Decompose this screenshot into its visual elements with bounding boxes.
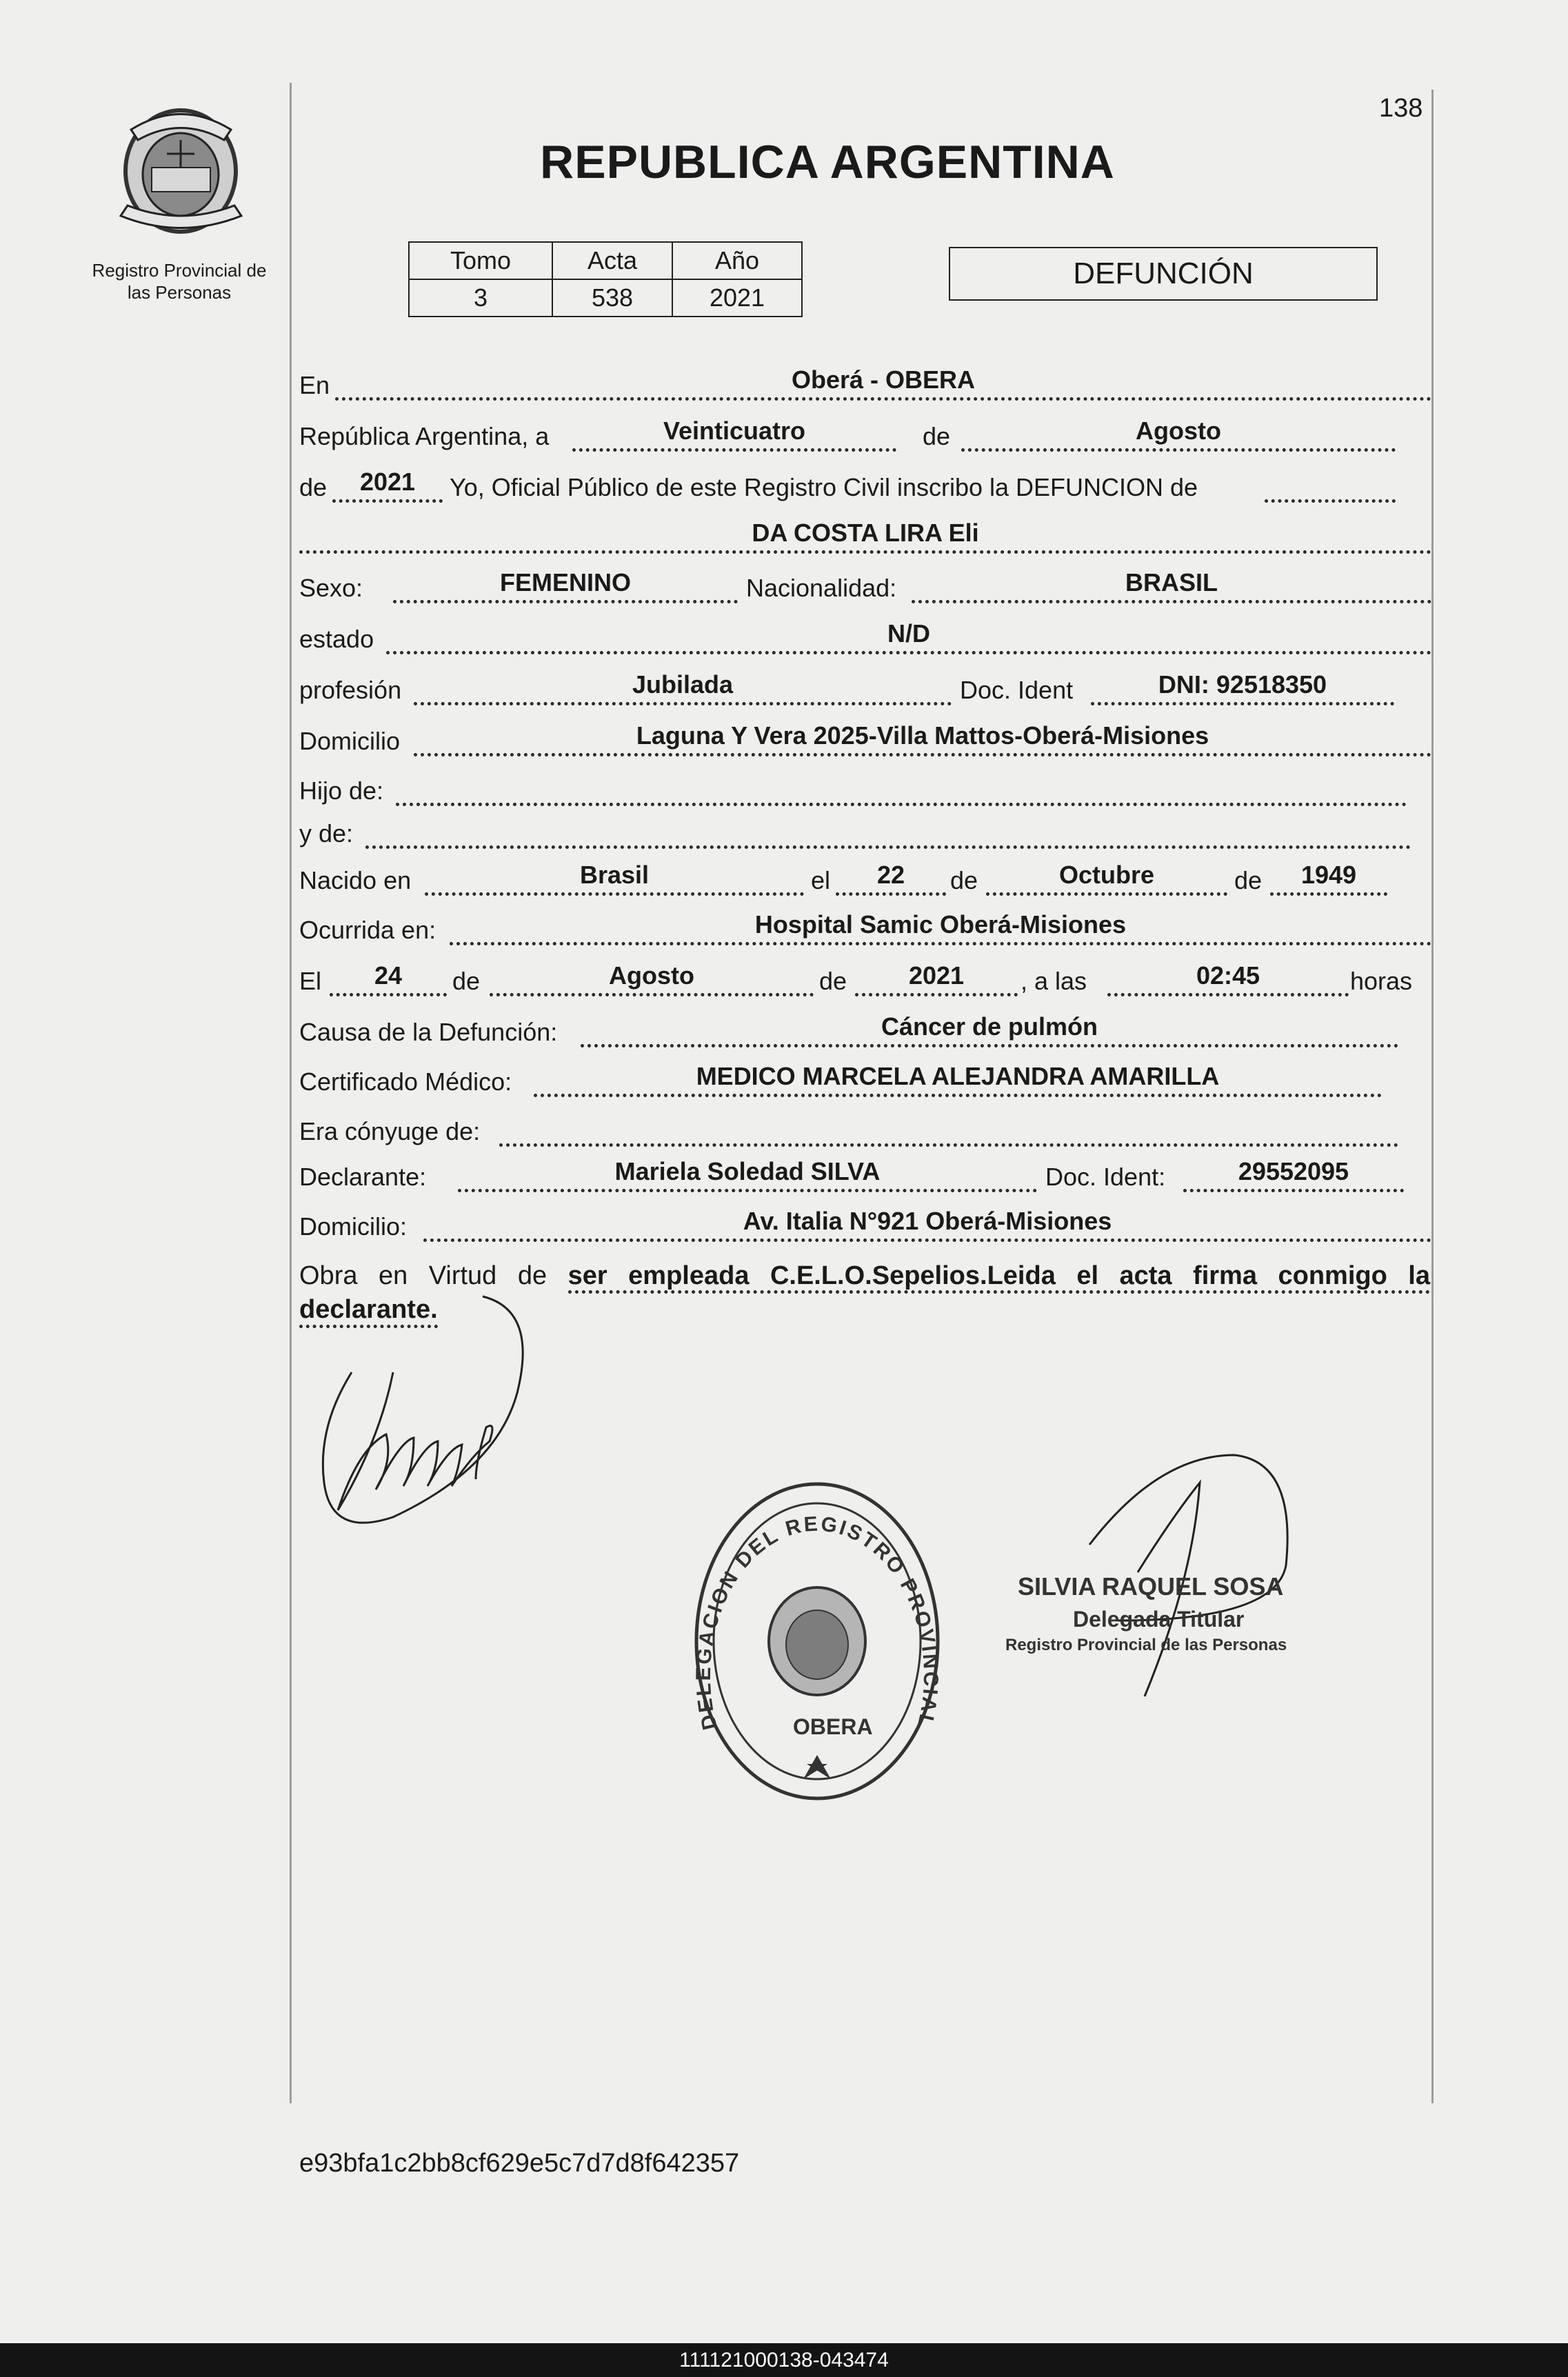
label-hijo-de: Hijo de: xyxy=(299,776,384,805)
value-acta: 538 xyxy=(552,279,672,317)
official-org: Registro Provincial de las Personas xyxy=(1005,1636,1287,1654)
record-type-box xyxy=(949,247,1378,301)
field-obra-line1: ser empleada C.E.L.O.Sepelios.Leida el acta firma conmigo la xyxy=(568,1261,1430,1294)
field-lugar: Oberá - OBERA xyxy=(335,365,1431,401)
field-def-anio: 2021 xyxy=(855,961,1018,996)
field-def-hora: 02:45 xyxy=(1107,961,1349,996)
registry-table xyxy=(408,241,803,317)
field-dia: Veinticuatro xyxy=(572,417,896,452)
label-a-las: , a las xyxy=(1021,967,1087,995)
field-def-dia: 24 xyxy=(330,961,447,996)
right-margin-line xyxy=(1431,90,1434,2103)
label-de-1: de xyxy=(923,422,951,450)
field-nombre: DA COSTA LIRA Eli xyxy=(299,519,1431,554)
field-ocurrida-en: Hospital Samic Oberá-Misiones xyxy=(450,910,1431,945)
field-doc-ident: DNI: 92518350 xyxy=(1091,670,1394,705)
field-declarante-domicilio: Av. Italia N°921 Oberá-Misiones xyxy=(423,1207,1431,1242)
label-certificado: Certificado Médico: xyxy=(299,1067,512,1096)
seal-text: DELEGACION DEL REGISTRO PROVINCIAL xyxy=(692,1512,943,1732)
field-nacido-lugar: Brasil xyxy=(425,861,804,896)
seal-city: OBERA xyxy=(793,1714,873,1739)
page-number: 138 xyxy=(1379,94,1423,123)
field-nacido-dia: 22 xyxy=(836,861,946,896)
field-causa: Cáncer de pulmón xyxy=(581,1012,1398,1047)
official-name: SILVIA RAQUEL SOSA xyxy=(1018,1572,1284,1601)
obra-en-virtud xyxy=(299,1258,1430,1294)
header-anio: Año xyxy=(672,242,802,279)
label-nacido-en: Nacido en xyxy=(299,866,412,894)
label-ocurrida-en: Ocurrida en: xyxy=(299,916,436,944)
value-anio: 2021 xyxy=(672,279,802,317)
label-de-3: de xyxy=(950,866,978,894)
value-tomo: 3 xyxy=(409,279,552,317)
official-role: Delegada Titular xyxy=(1073,1607,1245,1632)
coat-of-arms-icon xyxy=(110,102,252,237)
label-de-2: de xyxy=(299,473,328,501)
field-declarante-doc: 29552095 xyxy=(1183,1157,1404,1192)
logo-caption: Registro Provincial de las Personas xyxy=(92,260,267,303)
field-hijo-de xyxy=(396,771,1407,806)
field-conyuge xyxy=(499,1112,1398,1147)
field-certificado: MEDICO MARCELA ALEJANDRA AMARILLA xyxy=(534,1062,1382,1097)
label-en: En xyxy=(299,371,330,399)
field-obra-line2: declarante. xyxy=(299,1295,438,1328)
label-y-de: y de: xyxy=(299,819,354,848)
label-sexo: Sexo: xyxy=(299,574,363,602)
label-profesion: profesión xyxy=(299,676,402,704)
label-conyuge: Era cónyuge de: xyxy=(299,1117,481,1145)
label-de-5: de xyxy=(452,967,481,995)
field-domicilio: Laguna Y Vera 2025-Villa Mattos-Oberá-Misiones xyxy=(414,721,1431,756)
label-el-cap: El xyxy=(299,967,322,995)
label-domicilio-2: Domicilio: xyxy=(299,1212,408,1241)
label-el: el xyxy=(811,866,831,894)
footer-code: 111121000138-043474 xyxy=(0,2343,1568,2377)
field-anio: 2021 xyxy=(332,468,443,503)
label-doc-ident: Doc. Ident xyxy=(960,676,1074,704)
label-republica: República Argentina, a xyxy=(299,422,550,450)
label-de-4: de xyxy=(1234,866,1263,894)
label-yo-oficial: Yo, Oficial Público de este Registro Civil inscribo la DEFUNCION de xyxy=(450,473,1198,501)
field-nacido-anio: 1949 xyxy=(1270,861,1387,896)
field-def-mes: Agosto xyxy=(490,961,814,996)
header-acta: Acta xyxy=(552,242,672,279)
field-profesion: Jubilada xyxy=(414,670,952,705)
field-y-de xyxy=(365,814,1411,849)
label-domicilio: Domicilio xyxy=(299,727,401,755)
label-nacionalidad: Nacionalidad: xyxy=(746,574,897,602)
field-nacido-mes: Octubre xyxy=(986,861,1227,896)
left-margin-line xyxy=(290,83,292,2103)
field-nacionalidad: BRASIL xyxy=(912,568,1431,603)
delegation-seal-icon xyxy=(690,1476,945,1807)
field-estado: N/D xyxy=(386,619,1431,654)
record-type: DEFUNCIÓN xyxy=(1073,257,1254,290)
label-de-6: de xyxy=(819,967,847,995)
label-estado: estado xyxy=(299,625,374,653)
field-declarante: Mariela Soledad SILVA xyxy=(458,1157,1037,1192)
label-declarante: Declarante: xyxy=(299,1163,427,1191)
page-title: REPUBLICA ARGENTINA xyxy=(540,136,1115,188)
label-horas: horas xyxy=(1350,967,1413,995)
field-yo-blank xyxy=(1265,468,1396,503)
field-mes: Agosto xyxy=(961,417,1396,452)
label-obra: Obra en Virtud de xyxy=(299,1261,547,1290)
label-doc-ident-2: Doc. Ident: xyxy=(1045,1163,1166,1191)
label-causa: Causa de la Defunción: xyxy=(299,1018,558,1046)
field-sexo: FEMENINO xyxy=(393,568,738,603)
header-tomo: Tomo xyxy=(409,242,552,279)
document-hash: e93bfa1c2bb8cf629e5c7d7d8f642357 xyxy=(299,2149,740,2178)
declarant-signature-icon xyxy=(310,1290,572,1552)
